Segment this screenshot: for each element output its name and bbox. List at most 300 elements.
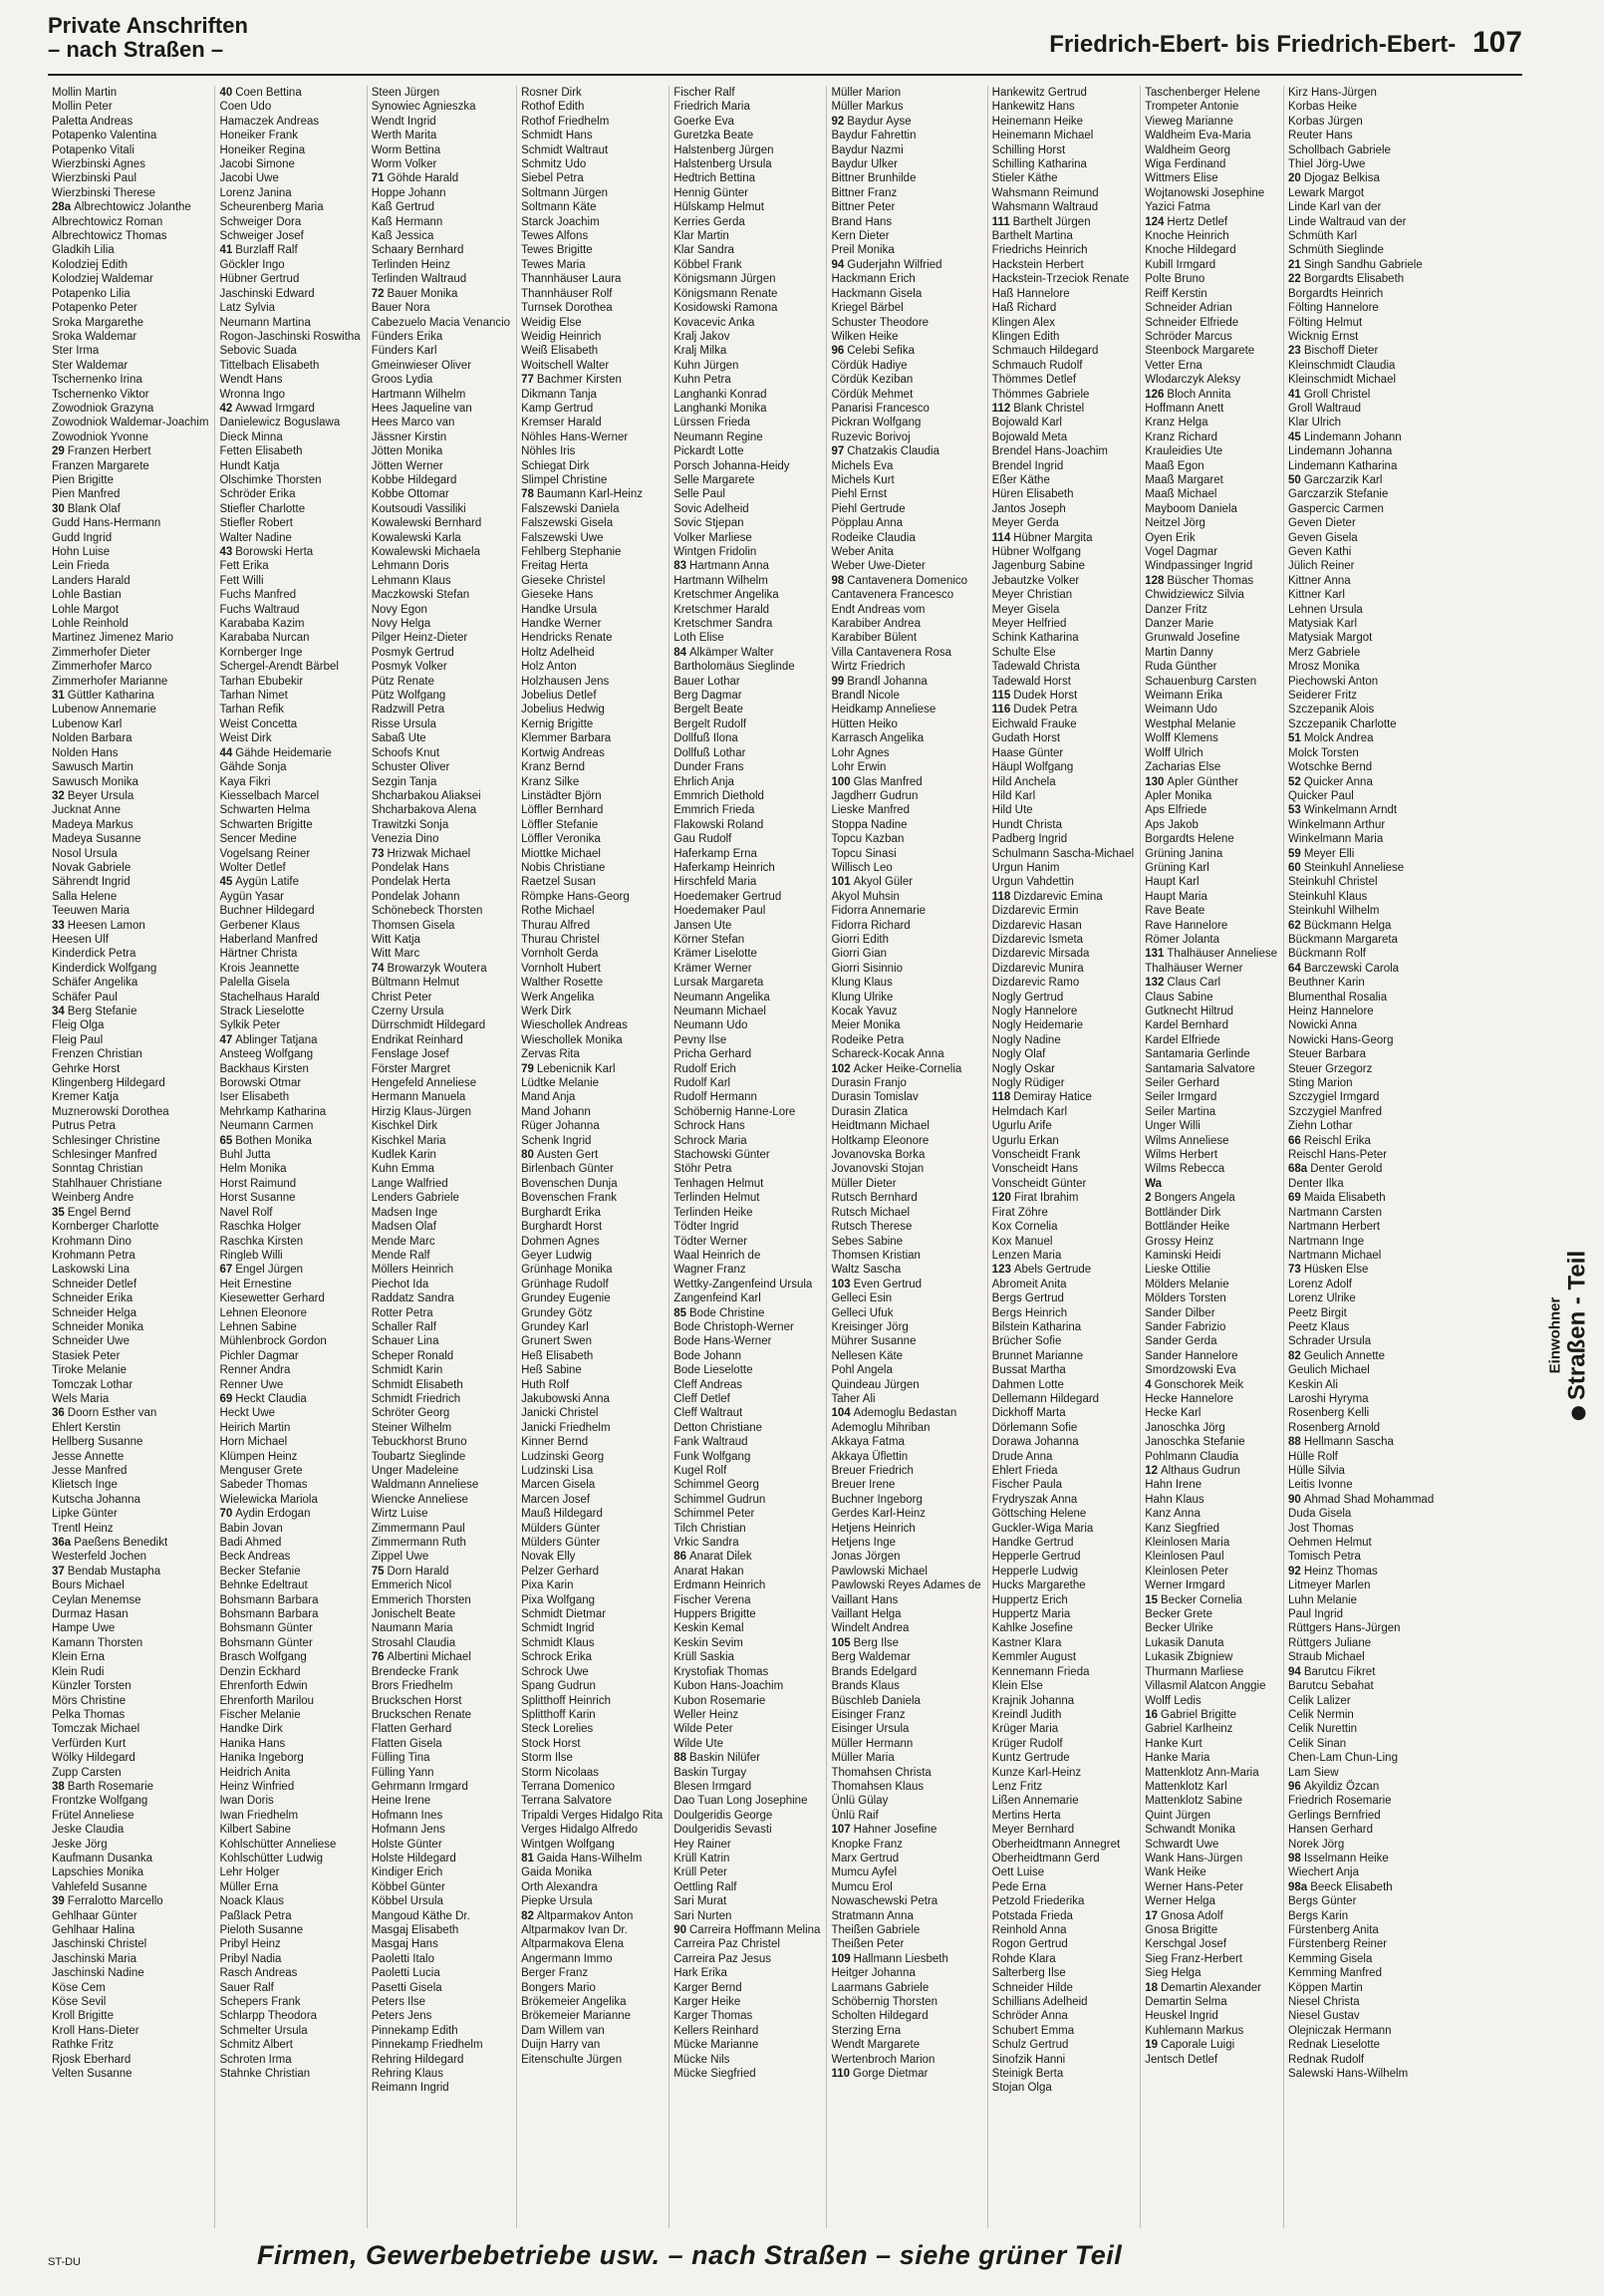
directory-entry <box>219 703 360 717</box>
resident-name: Lorenz Janina <box>219 186 292 199</box>
directory-entry <box>219 1665 360 1679</box>
house-number: 88 <box>673 1752 686 1765</box>
resident-name: Kastner Klara <box>991 1636 1062 1649</box>
resident-name: Brökemeier Marianne <box>521 2010 632 2023</box>
resident-name: Krüger Rudolf <box>991 1737 1063 1750</box>
directory-entry <box>1288 1838 1434 1852</box>
directory-entry <box>372 1076 510 1090</box>
resident-name: Gähde Sonja <box>219 761 287 774</box>
resident-name: Sroka Margarethe <box>52 316 144 329</box>
resident-name: Fenslage Josef <box>371 1048 449 1061</box>
directory-entry <box>52 502 208 516</box>
directory-entry <box>992 430 1135 444</box>
resident-name: Schmüth Karl <box>1288 230 1358 243</box>
directory-entry <box>219 516 360 530</box>
directory-entry <box>372 1593 510 1607</box>
resident-name: Schwardt Uwe <box>1145 1838 1219 1851</box>
directory-entry <box>1145 301 1277 315</box>
directory-entry <box>372 675 510 689</box>
resident-name: Weist Dirk <box>219 732 272 745</box>
directory-entry <box>521 1607 663 1621</box>
directory-entry <box>992 1349 1135 1363</box>
directory-entry <box>521 818 663 832</box>
directory-entry <box>1288 947 1434 961</box>
directory-column <box>987 86 1135 2228</box>
resident-name: Gerdes Karl-Heinz <box>831 1508 927 1521</box>
directory-entry <box>219 1607 360 1621</box>
resident-name: Fünders Karl <box>371 345 437 358</box>
directory-entry <box>1145 746 1277 760</box>
resident-name: Olschimke Thorsten <box>219 473 322 486</box>
directory-entry <box>372 215 510 229</box>
resident-name: Bohsmann Barbara <box>219 1593 319 1606</box>
house-number: 72 <box>371 287 385 300</box>
directory-entry <box>219 1406 360 1420</box>
resident-name: Kortwig Andreas <box>521 746 605 759</box>
directory-entry <box>1145 1937 1277 1951</box>
resident-name: Karababa Nurcan <box>219 632 310 645</box>
house-number: 114 <box>991 531 1011 544</box>
directory-entry <box>372 316 510 330</box>
resident-name: Sieg Franz-Herbert <box>1145 1952 1243 1965</box>
directory-entry <box>1145 215 1277 229</box>
directory-entry <box>372 1349 510 1363</box>
resident-name: Sauer Ralf <box>219 1981 274 1994</box>
resident-name: Brandl Nicole <box>831 690 900 703</box>
resident-name: Raschka Kirsten <box>219 1235 304 1248</box>
directory-entry <box>521 1435 663 1449</box>
resident-name: Madeya Susanne <box>52 833 141 846</box>
directory-entry <box>372 1406 510 1420</box>
resident-name: Stiefler Charlotte <box>219 502 306 515</box>
resident-name: Baydur Ayse <box>847 115 912 128</box>
resident-name: Hackstein Herbert <box>991 258 1084 271</box>
resident-name: Kaufmann Dusanka <box>52 1852 153 1865</box>
resident-name: Ceylan Menemse <box>52 1593 141 1606</box>
directory-entry <box>372 502 510 516</box>
resident-name: Coen Udo <box>219 101 272 114</box>
directory-entry <box>372 1909 510 1923</box>
resident-name: Meyer Gerda <box>991 517 1059 530</box>
directory-entry <box>521 1004 663 1018</box>
resident-name: Witt Katja <box>371 933 420 946</box>
directory-entry <box>219 1392 360 1406</box>
directory-entry <box>219 215 360 229</box>
resident-name: Martinez Jimenez Mario <box>52 632 174 645</box>
resident-name: Winkelmann Maria <box>1288 833 1384 846</box>
directory-entry <box>52 1220 208 1234</box>
directory-entry <box>372 947 510 961</box>
resident-name: Kindiger Erich <box>371 1866 443 1879</box>
resident-name: Jötten Monika <box>371 445 443 458</box>
directory-entry <box>1145 1435 1277 1449</box>
directory-entry <box>1145 803 1277 817</box>
resident-name: Schenk Ingrid <box>521 1134 592 1147</box>
directory-entry <box>219 1206 360 1220</box>
resident-name: Halstenberg Jürgen <box>673 144 774 156</box>
directory-entry <box>1145 115 1277 129</box>
directory-entry <box>992 760 1135 774</box>
directory-entry <box>372 1722 510 1736</box>
resident-name: Gabriel Brigitte <box>1161 1708 1237 1721</box>
house-number: 82 <box>521 1909 534 1922</box>
resident-name: Stock Horst <box>521 1737 581 1750</box>
resident-name: Grünhage Rudolf <box>521 1278 609 1291</box>
directory-entry <box>219 1722 360 1736</box>
resident-name: Kowalewski Bernhard <box>371 517 482 530</box>
directory-entry <box>52 287 208 301</box>
directory-entry <box>372 976 510 990</box>
directory-entry <box>831 1392 980 1406</box>
resident-name: Gieseke Christel <box>521 574 606 587</box>
resident-name: Laarmans Gabriele <box>831 1981 930 1994</box>
resident-name: Bode Christoph-Werner <box>673 1320 794 1333</box>
directory-entry <box>673 1708 820 1722</box>
resident-name: Jobelius Detlef <box>521 690 597 703</box>
directory-entry <box>673 1578 820 1592</box>
directory-entry <box>673 1278 820 1292</box>
directory-entry <box>1288 287 1434 301</box>
directory-entry <box>831 144 980 157</box>
resident-name: Engel Jürgen <box>235 1264 304 1277</box>
directory-entry <box>992 976 1135 990</box>
directory-entry <box>831 1320 980 1334</box>
resident-name: Nogly Hannelore <box>991 1005 1078 1017</box>
resident-name: Potapenko Valentina <box>52 130 157 143</box>
resident-name: Holz Anton <box>521 661 577 674</box>
directory-entry <box>673 1866 820 1879</box>
directory-entry <box>831 430 980 444</box>
house-number: 90 <box>1288 1493 1301 1506</box>
directory-entry <box>1288 1349 1434 1363</box>
resident-name: Schröder Anna <box>991 2010 1068 2023</box>
resident-name: Trawitzki Sonja <box>371 818 449 831</box>
directory-entry <box>992 1249 1135 1263</box>
resident-name: Rohde Klara <box>991 1952 1056 1965</box>
directory-entry <box>372 875 510 889</box>
directory-entry <box>1145 1076 1277 1090</box>
directory-entry <box>521 1823 663 1837</box>
resident-name: Bottländer Heike <box>1145 1221 1230 1234</box>
house-number: 41 <box>1288 388 1301 401</box>
directory-entry <box>1145 1363 1277 1377</box>
directory-entry <box>372 631 510 645</box>
resident-name: Vrkic Sandra <box>673 1537 739 1550</box>
resident-name: Sährendt Ingrid <box>52 876 131 889</box>
house-number: 70 <box>219 1508 233 1521</box>
directory-entry <box>372 1464 510 1478</box>
directory-entry <box>521 115 663 129</box>
directory-entry <box>1145 933 1277 947</box>
directory-entry <box>52 2067 208 2081</box>
resident-name: Cleff Andreas <box>673 1378 743 1391</box>
directory-entry <box>52 86 208 100</box>
house-number: 99 <box>831 675 845 688</box>
resident-name: Lukasik Zbigniew <box>1145 1651 1233 1664</box>
resident-name: Fetten Elisabeth <box>219 445 303 458</box>
resident-name: Guderjahn Wilfried <box>847 258 942 271</box>
resident-name: Trentl Heinz <box>52 1522 114 1535</box>
resident-name: Blank Christel <box>1013 402 1085 415</box>
resident-name: Ruda Günther <box>1145 661 1217 674</box>
resident-name: Windelt Andrea <box>831 1622 910 1635</box>
directory-entry <box>52 373 208 387</box>
directory-entry <box>219 1507 360 1521</box>
directory-entry <box>52 1047 208 1061</box>
directory-entry <box>992 272 1135 286</box>
resident-name: Lehmann Doris <box>371 560 449 573</box>
directory-entry <box>372 402 510 416</box>
directory-entry <box>521 675 663 689</box>
resident-name: Klingen Edith <box>991 330 1060 343</box>
directory-entry <box>52 531 208 545</box>
resident-name: Gudd Ingrid <box>52 531 113 544</box>
directory-entry <box>1288 1090 1434 1104</box>
resident-name: Eitenschulte Jürgen <box>521 2053 623 2066</box>
house-number: 64 <box>1288 962 1301 975</box>
resident-name: Erdmann Heinrich <box>673 1579 766 1592</box>
directory-entry <box>372 301 510 315</box>
directory-entry <box>219 545 360 559</box>
resident-name: Wojtanowski Josephine <box>1145 186 1265 199</box>
resident-name: Heidtmann Michael <box>831 1120 930 1133</box>
resident-name: Ehlert Frieda <box>991 1465 1058 1477</box>
directory-entry <box>1288 1794 1434 1808</box>
resident-name: Nolden Hans <box>52 746 119 759</box>
resident-name: Jakubowski Anna <box>521 1392 610 1405</box>
resident-name: Lebenicnik Karl <box>536 1062 616 1075</box>
directory-entry <box>372 1607 510 1621</box>
resident-name: Aps Jakob <box>1145 818 1199 831</box>
directory-entry <box>219 588 360 602</box>
directory-entry <box>992 1852 1135 1866</box>
resident-name: Honeiker Frank <box>219 130 299 143</box>
directory-entry <box>673 459 820 473</box>
house-number: 85 <box>673 1306 686 1319</box>
resident-name: Künzler Torsten <box>52 1680 132 1693</box>
directory-entry <box>521 1062 663 1076</box>
resident-name: Meier Monika <box>831 1019 901 1032</box>
resident-name: Sander Gerda <box>1145 1335 1217 1348</box>
resident-name: Weiß Elisabeth <box>521 345 599 358</box>
directory-entry <box>1288 818 1434 832</box>
directory-entry <box>1288 1134 1434 1148</box>
directory-entry <box>372 359 510 373</box>
resident-name: Lenz Fritz <box>991 1780 1043 1793</box>
directory-entry <box>372 2081 510 2095</box>
directory-entry <box>992 1995 1135 2009</box>
resident-name: Albrechtowicz Jolanthe <box>74 201 191 214</box>
directory-entry <box>372 1766 510 1780</box>
resident-name: Gudd Hans-Hermann <box>52 517 161 530</box>
resident-name: Bendab Mustapha <box>67 1565 161 1578</box>
directory-entry <box>673 1177 820 1191</box>
directory-entry <box>1145 1206 1277 1220</box>
directory-entry <box>372 2053 510 2067</box>
resident-name: Guretzka Beate <box>673 130 754 143</box>
directory-entry <box>1288 904 1434 918</box>
resident-name: Schröter Georg <box>371 1407 450 1420</box>
directory-entry <box>219 1435 360 1449</box>
resident-name: Navel Rolf <box>219 1206 273 1219</box>
directory-entry <box>372 1665 510 1679</box>
directory-entry <box>673 444 820 458</box>
resident-name: Lohr Erwin <box>831 761 887 774</box>
resident-name: Korbas Jürgen <box>1288 115 1363 128</box>
directory-entry <box>52 1751 208 1765</box>
directory-entry <box>521 1378 663 1392</box>
directory-entry <box>992 1522 1135 1536</box>
resident-name: Denzin Eckhard <box>219 1665 301 1678</box>
directory-entry <box>521 531 663 545</box>
directory-entry <box>219 1679 360 1693</box>
directory-entry <box>521 1937 663 1951</box>
directory-entry <box>52 157 208 171</box>
directory-entry <box>52 1249 208 1263</box>
directory-entry <box>992 2081 1135 2095</box>
directory-entry <box>1288 775 1434 789</box>
resident-name: Dam Willem van <box>521 2024 605 2037</box>
resident-name: Kaß Hermann <box>371 215 443 228</box>
resident-name: Bongers Mario <box>521 1981 596 1994</box>
resident-name: Kreisinger Jörg <box>831 1320 909 1333</box>
resident-name: Mende Ralf <box>371 1249 430 1262</box>
resident-name: Eßer Käthe <box>991 473 1050 486</box>
resident-name: Brunnet Marianne <box>991 1349 1084 1362</box>
directory-entry <box>372 1292 510 1305</box>
resident-name: Lursak Margareta <box>673 977 764 990</box>
directory-entry <box>1145 1334 1277 1348</box>
resident-name: Pribyl Heinz <box>219 1938 281 1951</box>
directory-entry <box>992 1148 1135 1162</box>
directory-entry <box>831 330 980 344</box>
resident-name: Breuer Irene <box>831 1479 896 1492</box>
resident-name: Bückmann Margareta <box>1288 933 1398 946</box>
resident-name: Sovic Adelheid <box>673 502 749 515</box>
directory-entry <box>219 976 360 990</box>
directory-entry <box>521 1809 663 1823</box>
directory-entry <box>219 1578 360 1592</box>
directory-entry <box>831 459 980 473</box>
resident-name: Vogelsang Reiner <box>219 847 311 860</box>
directory-entry <box>831 574 980 588</box>
resident-name: Ster Irma <box>52 345 100 358</box>
directory-entry <box>992 1235 1135 1249</box>
resident-name: Pinnekamp Friedhelm <box>371 2039 483 2052</box>
resident-name: Celik Nurettin <box>1288 1723 1358 1736</box>
directory-entry <box>1145 559 1277 573</box>
directory-entry <box>831 2038 980 2052</box>
resident-name: Claus Sabine <box>1145 991 1213 1004</box>
directory-entry <box>1288 1852 1434 1866</box>
directory-entry <box>219 1220 360 1234</box>
directory-entry <box>1288 617 1434 631</box>
directory-entry <box>673 1263 820 1277</box>
resident-name: Helmdach Karl <box>991 1105 1068 1118</box>
directory-entry <box>372 2038 510 2052</box>
directory-entry <box>52 1952 208 1966</box>
directory-entry <box>992 1363 1135 1377</box>
directory-entry <box>673 1794 820 1808</box>
directory-entry <box>831 1278 980 1292</box>
resident-name: Hermann Manuela <box>371 1091 466 1104</box>
directory-entry <box>372 1809 510 1823</box>
directory-entry <box>673 473 820 487</box>
directory-entry <box>1288 1278 1434 1292</box>
directory-entry <box>52 1722 208 1736</box>
resident-name: Fidorra Richard <box>831 919 911 932</box>
resident-name: Koutsoudi Vassiliki <box>371 502 466 515</box>
resident-name: Kox Manuel <box>991 1235 1053 1248</box>
resident-name: Köbbel Günter <box>371 1880 445 1893</box>
resident-name: Thalhäuser Werner <box>1145 962 1243 975</box>
house-number: 41 <box>219 244 233 257</box>
directory-entry <box>521 919 663 933</box>
directory-entry <box>1288 1306 1434 1320</box>
directory-entry <box>831 603 980 617</box>
directory-entry <box>219 1766 360 1780</box>
resident-name: Olejniczak Hermann <box>1288 2024 1392 2037</box>
directory-entry <box>673 1852 820 1866</box>
directory-entry <box>831 115 980 129</box>
resident-name: Oyen Erik <box>1145 531 1196 544</box>
resident-name: Mende Marc <box>371 1235 435 1248</box>
resident-name: Barczewski Carola <box>1303 962 1400 975</box>
directory-entry <box>1288 516 1434 530</box>
directory-entry <box>673 1909 820 1923</box>
directory-entry <box>673 2067 820 2081</box>
directory-entry <box>372 1363 510 1377</box>
directory-entry <box>1145 1952 1277 1966</box>
resident-name: Klar Ulrich <box>1288 417 1342 430</box>
directory-entry <box>521 359 663 373</box>
resident-name: Backhaus Kirsten <box>219 1062 309 1075</box>
directory-entry <box>1288 1937 1434 1951</box>
directory-entry <box>521 731 663 745</box>
directory-entry <box>1288 1536 1434 1550</box>
directory-entry <box>992 1838 1135 1852</box>
house-number: 37 <box>52 1565 65 1578</box>
directory-entry <box>372 847 510 861</box>
resident-name: Ferralotto Marcello <box>67 1895 163 1908</box>
directory-entry <box>831 1665 980 1679</box>
directory-entry <box>673 646 820 660</box>
resident-name: Fank Waltraud <box>673 1436 748 1449</box>
resident-name: Zimmermann Ruth <box>371 1537 466 1550</box>
house-number: 107 <box>831 1824 851 1837</box>
directory-entry <box>673 1292 820 1305</box>
resident-name: Scheurenberg Maria <box>219 201 324 214</box>
resident-name: Schäfer Angelika <box>52 977 138 990</box>
resident-name: Eichwald Frauke <box>991 718 1077 730</box>
resident-name: Nartmann Inge <box>1288 1235 1365 1248</box>
resident-name: Kralj Milka <box>673 345 727 358</box>
directory-entry <box>673 559 820 573</box>
resident-name: Terrana Domenico <box>521 1780 616 1793</box>
resident-name: Piehl Gertrude <box>831 502 906 515</box>
directory-entry <box>992 1565 1135 1578</box>
directory-entry <box>521 574 663 588</box>
house-number: 88 <box>1288 1436 1301 1449</box>
directory-entry <box>831 1937 980 1951</box>
directory-entry <box>372 1062 510 1076</box>
resident-name: Hedtrich Bettina <box>673 172 756 185</box>
resident-name: Schimmel Georg <box>673 1479 759 1492</box>
directory-entry <box>673 1478 820 1492</box>
directory-entry <box>1288 430 1434 444</box>
directory-entry <box>372 388 510 402</box>
resident-name: Bojowald Meta <box>991 430 1068 443</box>
